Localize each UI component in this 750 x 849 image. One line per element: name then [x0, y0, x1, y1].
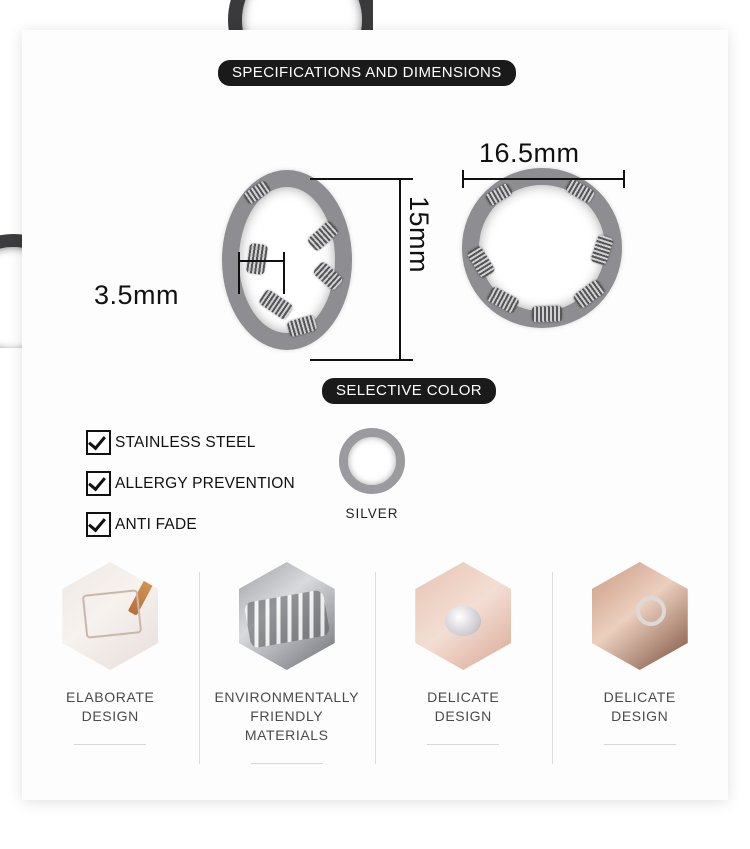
swatch-label: SILVER — [345, 506, 399, 521]
checkmark-icon — [86, 512, 111, 537]
highlight-friendly-materials — [199, 550, 376, 774]
highlight-label-line2: DESIGN — [434, 708, 492, 724]
swatch-ring-image — [339, 428, 405, 494]
sketch-design-image — [62, 562, 158, 670]
coil-detail — [532, 305, 563, 322]
checklist-label: ANTI FADE — [115, 515, 197, 533]
color-swatch-silver[interactable] — [327, 428, 417, 521]
height-measure-line — [399, 178, 401, 360]
dimensions-diagram — [22, 100, 728, 370]
selective-color-heading: SELECTIVE COLOR — [322, 378, 496, 404]
highlight-delicate-design-1 — [375, 550, 552, 774]
divider — [604, 744, 676, 745]
highlight-label-line1: ELABORATE — [66, 689, 155, 705]
highlight-image-wrap — [239, 562, 335, 670]
hand-holding-ring-image — [415, 562, 511, 670]
width-cap-right — [623, 170, 625, 188]
highlight-image-wrap — [62, 562, 158, 670]
thickness-guide-right — [283, 260, 285, 294]
checklist-item — [86, 430, 295, 455]
divider — [74, 744, 146, 745]
checkmark-icon — [86, 471, 111, 496]
divider — [251, 763, 323, 764]
thickness-guide-left — [238, 260, 240, 294]
highlight-label-line1: ENVIRONMENTALLY — [214, 689, 360, 705]
thickness-measure-line — [238, 260, 284, 262]
height-value: 15mm — [404, 196, 434, 274]
checkmark-icon — [86, 430, 111, 455]
checklist-item — [86, 512, 295, 537]
highlight-label-line1: DELICATE — [603, 689, 676, 705]
thickness-value: 3.5mm — [94, 280, 180, 310]
width-value: 16.5mm — [479, 138, 580, 168]
earring-front-view — [462, 168, 622, 328]
checklist-label: ALLERGY PREVENTION — [115, 474, 295, 492]
highlight-image-wrap — [415, 562, 511, 670]
feature-checklist — [86, 430, 295, 553]
checklist-item — [86, 471, 295, 496]
height-guide-bottom — [310, 359, 400, 361]
highlight-image-wrap — [592, 562, 688, 670]
highlights-row — [22, 550, 728, 774]
top-product-photo — [218, 0, 373, 30]
width-cap-left — [462, 170, 464, 188]
checklist-label: STAINLESS STEEL — [115, 433, 256, 451]
specifications-heading: SPECIFICATIONS AND DIMENSIONS — [218, 60, 516, 86]
highlight-label-line2: FRIENDLY MATERIALS — [244, 708, 329, 743]
metal-bars-image — [239, 562, 335, 670]
height-guide-top — [310, 178, 400, 180]
highlight-delicate-design-2 — [552, 550, 729, 774]
product-detail-card — [22, 30, 728, 800]
divider — [427, 744, 499, 745]
model-wearing-earring-image — [592, 562, 688, 670]
highlight-elaborate-design — [22, 550, 199, 774]
highlight-label-line1: DELICATE — [427, 689, 500, 705]
width-measure-line — [462, 178, 624, 180]
product-ring-photo — [228, 0, 373, 30]
highlight-label-line2: DESIGN — [81, 708, 139, 724]
highlight-label-line2: DESIGN — [611, 708, 669, 724]
